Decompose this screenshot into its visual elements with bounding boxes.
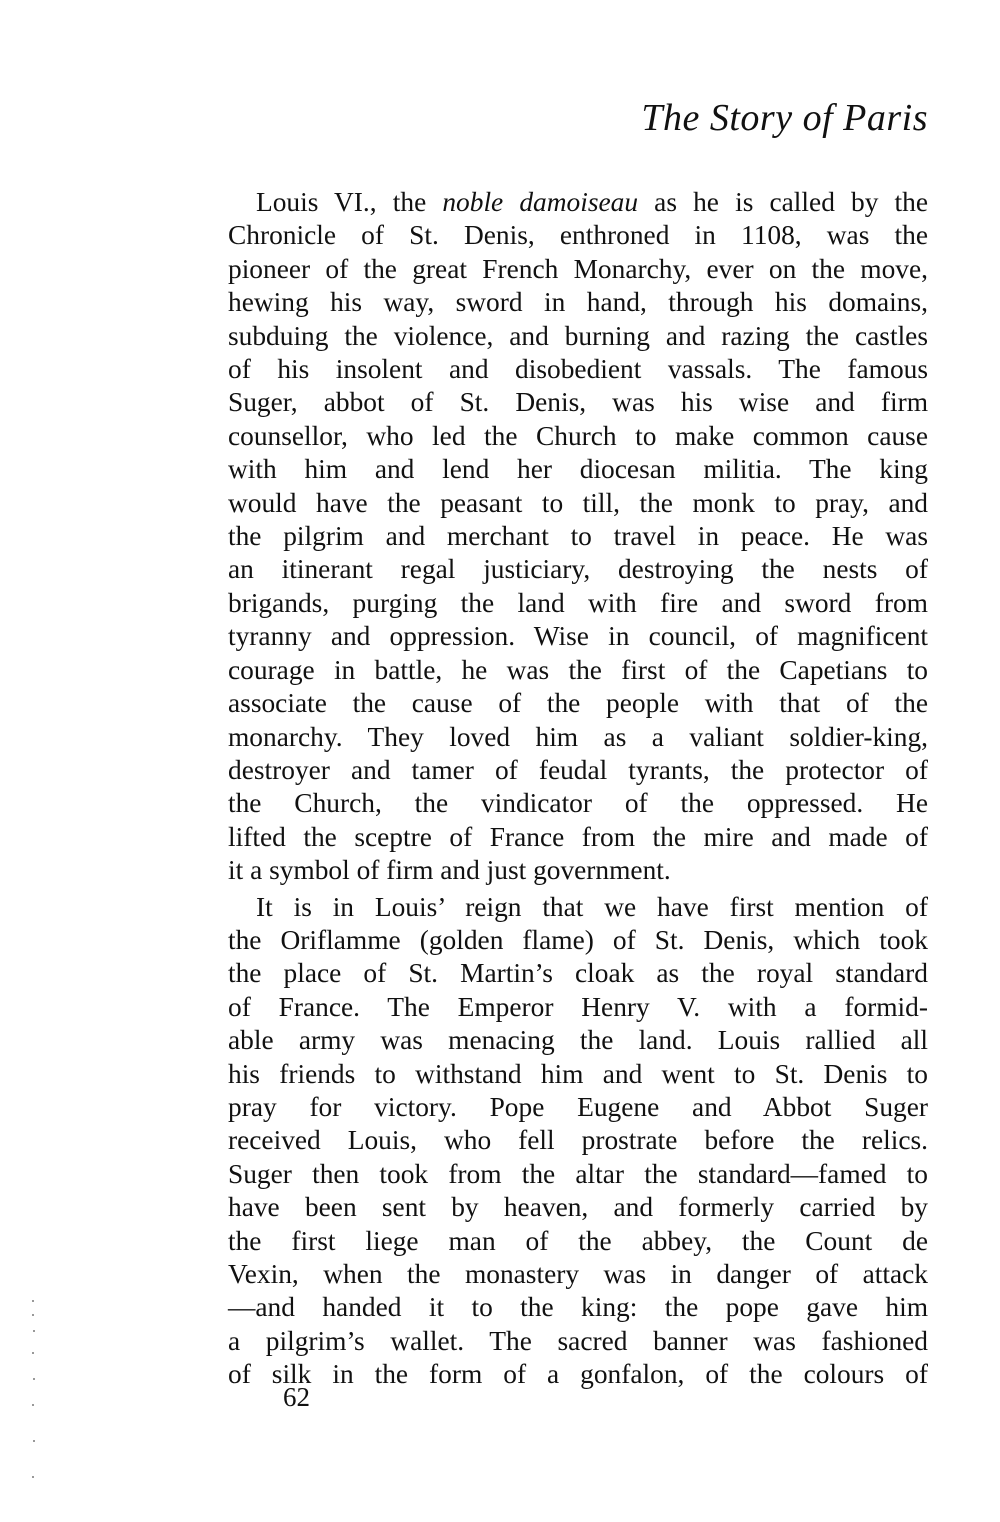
- text-line: the place of St. Martin’s cloak as the royal standard: [228, 958, 928, 989]
- text-line: [228, 186, 928, 219]
- text-line: It is in Louis’ reign that we have first mention of: [256, 891, 928, 922]
- text-line: the first liege man of the abbey, the Count de: [228, 1225, 928, 1256]
- running-title: The Story of Paris: [641, 97, 928, 139]
- text-line: monarchy. They loved him as a valiant soldier-king,: [228, 721, 928, 752]
- text-line: able army was menacing the land. Louis rallied all: [228, 1025, 928, 1056]
- text-line: the Oriflamme (golden flame) of St. Denis, which took: [228, 924, 928, 955]
- text-line: Chronicle of St. Denis, enthroned in 1108, was the: [228, 220, 928, 251]
- text-line: associate the cause of the people with that of the: [228, 688, 928, 719]
- text-line: the Church, the vindicator of the oppressed. He: [228, 788, 928, 819]
- text-line: hewing his way, sword in hand, through his domains,: [228, 287, 928, 318]
- text-line: his friends to withstand him and went to St. Denis to: [228, 1058, 928, 1089]
- paragraph-1: [228, 186, 928, 888]
- text-line: of France. The Emperor Henry V. with a formid-: [228, 991, 928, 1022]
- text-line: counsellor, who led the Church to make common cause: [228, 420, 928, 451]
- text-line: pioneer of the great French Monarchy, ever on the move,: [228, 253, 928, 284]
- text-line: brigands, purging the land with fire and sword from: [228, 587, 928, 618]
- text-line: of silk in the form of a gonfalon, of the colours of: [228, 1359, 928, 1390]
- text-line: subduing the violence, and burning and razing the castles: [228, 320, 928, 351]
- text-line: courage in battle, he was the first of the Capetians to: [228, 654, 928, 685]
- text-line: received Louis, who fell prostrate before the relics.: [228, 1125, 928, 1156]
- text-line: Suger then took from the altar the standard—famed to: [228, 1158, 928, 1189]
- body-text: [228, 186, 928, 1392]
- text-line: it a symbol of firm and just government.: [228, 855, 671, 886]
- text-run: as he is called by the: [638, 187, 929, 217]
- text-line: Suger, abbot of St. Denis, was his wise and firm: [228, 387, 928, 418]
- paragraph-2: [228, 891, 928, 1392]
- page-number: 62: [283, 1382, 310, 1412]
- text-line: lifted the sceptre of France from the mire and made of: [228, 821, 928, 852]
- text-line: with him and lend her diocesan militia. The king: [228, 454, 928, 485]
- text-line: tyranny and oppression. Wise in council, of magnificent: [228, 621, 928, 652]
- text-line: Vexin, when the monastery was in danger of attack: [228, 1259, 928, 1289]
- text-line: would have the peasant to till, the monk to pray, and: [228, 487, 928, 518]
- scan-artifact-marks: [30, 1300, 36, 1500]
- text-line: an itinerant regal justiciary, destroying the nests of: [228, 554, 928, 585]
- text-line: destroyer and tamer of feudal tyrants, the protector of: [228, 754, 928, 785]
- text-line: pray for victory. Pope Eugene and Abbot Suger: [228, 1091, 928, 1122]
- text-line: of his insolent and disobedient vassals. The famous: [228, 354, 928, 385]
- text-line: —and handed it to the king: the pope gave him: [228, 1292, 928, 1323]
- text-line: a pilgrim’s wallet. The sacred banner was fashioned: [228, 1325, 928, 1356]
- italic-phrase: noble damoiseau: [442, 187, 639, 217]
- text-line: have been sent by heaven, and formerly carried by: [228, 1192, 928, 1223]
- text-run: Louis VI., the: [256, 187, 443, 217]
- text-line: the pilgrim and merchant to travel in peace. He was: [228, 521, 928, 552]
